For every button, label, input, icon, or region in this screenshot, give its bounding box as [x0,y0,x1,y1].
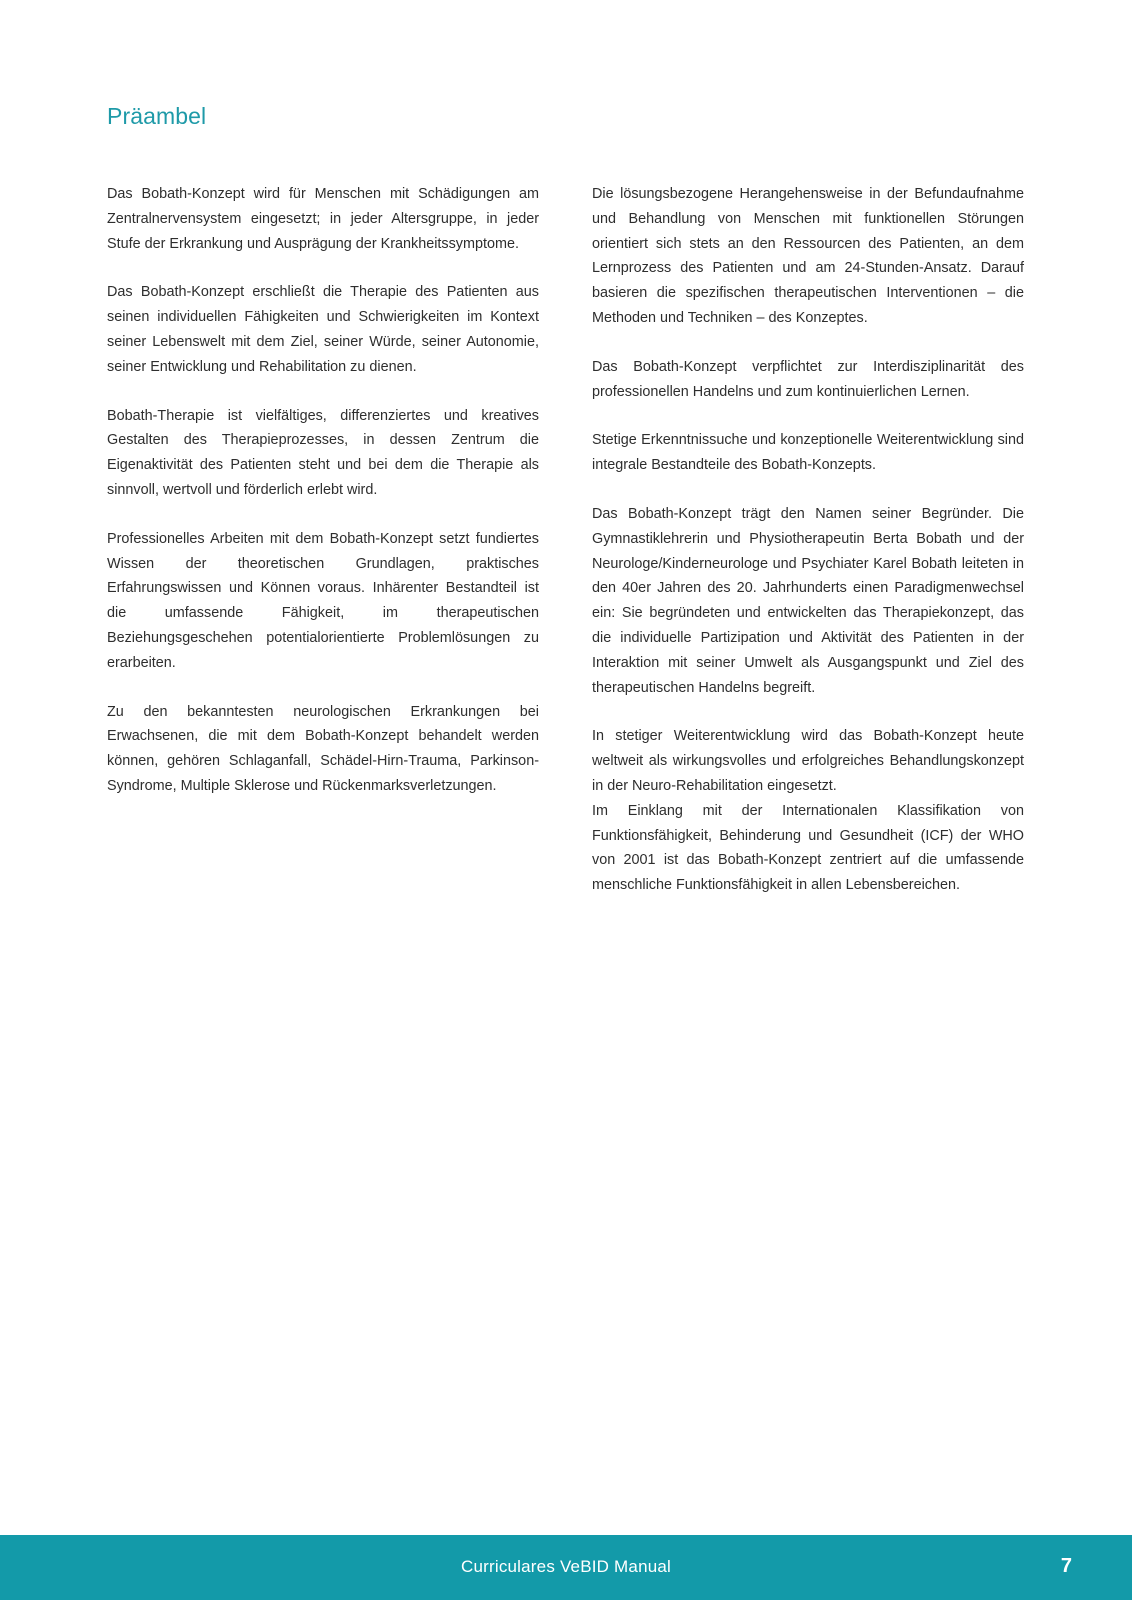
paragraph: Das Bobath-Konzept erschließt die Therapie des Patienten aus seinen individuellen Fähigkeiten und Schwierigkeiten im Kontext seiner Lebenswelt mit dem Ziel, seiner Würde, seiner Autonomie, seiner Entwicklung und Rehabilitation zu dienen. [107,284,539,375]
footer-title: Curriculares VeBID Manual [460,1557,672,1576]
footer-bar [0,1535,1132,1600]
paragraph: Das Bobath-Konzept trägt den Namen seiner Begründer. Die Gymnastiklehrerin und Physiotherapeutin Berta Bobath und der Neurologe/Kinderneurologe und Psychiater Karel Bobath leiteten in den 40er Jahren des 20. Jahrhunderts einen Paradigmenwechsel ein: Sie begründeten und entwickelten das Therapiekonzept, das die individuelle Partizipation und Aktivität des Patienten in der Interaktion mit seiner Umwelt als Ausgangspunkt und Ziel des therapeutischen Handelns begreift. [592,505,1024,696]
paragraph: Das Bobath-Konzept wird für Menschen mit Schädigungen am Zentralnervensystem eingesetzt; in jeder Altersgruppe, in jeder Stufe der Erkrankung und Ausprägung der Krankheitssymptome. [107,186,539,252]
left-column [107,182,539,823]
paragraph: Das Bobath-Konzept verpflichtet zur Interdisziplinarität des professionellen Handelns und zum kontinuierlichen Lernen. [592,358,1024,400]
paragraph: Zu den bekanntesten neurologischen Erkrankungen bei Erwachsenen, die mit dem Bobath-Konzept behandelt werden können, gehören Schlaganfall, Schädel-Hirn-Trauma, Parkinson-Syndrome, Multiple Sklerose und Rückenmarksverletzungen. [107,703,539,794]
paragraph: In stetiger Weiterentwicklung wird das Bobath-Konzept heute weltweit als wirkungsvolles und erfolgreiches Behandlungskonzept in der Neuro-Rehabilitation eingesetzt. [592,728,1024,794]
paragraph: Die lösungsbezogene Herangehensweise in der Befundaufnahme und Behandlung von Menschen mit funktionellen Störungen orientiert sich stets an den Ressourcen des Patienten, an dem Lernprozess des Patienten und am 24-Stunden-Ansatz. Darauf basieren die spezifischen therapeutischen Interventionen – die Methoden und Techniken – des Konzeptes. [592,186,1024,326]
paragraph: Im Einklang mit der Internationalen Klassifikation von Funktionsfähigkeit, Behinderung und Gesundheit (ICF) der WHO von 2001 ist das Bobath-Konzept zentriert auf die umfassende menschliche Funktionsfähigkeit in allen Lebensbereichen. [592,802,1024,894]
right-column [592,182,1024,922]
page-title: Präambel [107,103,207,129]
page-number: 7 [1060,1555,1072,1577]
paragraph: Professionelles Arbeiten mit dem Bobath-Konzept setzt fundiertes Wissen der theoretischen Grundlagen, praktisches Erfahrungswissen und Können voraus. Inhärenter Bestandteil ist die umfassende Fähigkeit, im therapeutischen Beziehungsgeschehen potentialorientierte Problemlösungen zu erarbeiten. [107,530,539,671]
paragraph: Bobath-Therapie ist vielfältiges, differenziertes und kreatives Gestalten des Therapieprozesses, in dessen Zentrum die Eigenaktivität des Patienten steht und bei dem die Therapie als sinnvoll, wertvoll und förderlich erlebt wird. [107,407,539,498]
paragraph: Stetige Erkenntnissuche und konzeptionelle Weiterentwicklung sind integrale Bestandteile des Bobath-Konzepts. [592,432,1024,474]
